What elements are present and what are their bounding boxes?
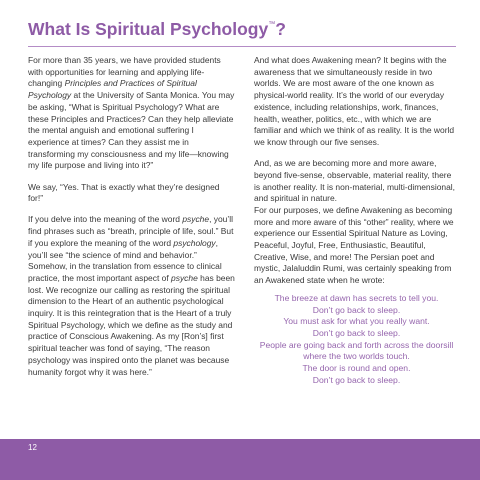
left-p3-emphasis-1: psyche: [182, 214, 210, 225]
left-p1-text-b: at the University of Santa Monica. You may be asking, “What is Spiritual Psychology? What are these Principles and Practices? Can they help alleviate the mental anguish and emotional suffering I experience at times? Can they assist me in transforming my consciousness and my life—knowing my life purpose and living into it?”: [28, 90, 235, 171]
poem-line: where the two worlds touch.: [303, 351, 410, 362]
title-divider: [28, 46, 456, 47]
left-p3-text-b: , you’ll find phrases such as “breath, principle of life, soul.” But if you explore the meaning of the word: [28, 214, 234, 248]
left-p1-emphasis: Principles and Practices of Spiritual Psychology: [28, 78, 197, 101]
page-title: [28, 19, 286, 40]
poem-line: Don’t go back to sleep.: [312, 304, 401, 315]
left-p3-text-d: has been lost. We recognize our calling as restoring the spiritual dimension to the Heart of an authentic psychological inquiry. It is this reintegration that is the Heart of a truly Spiritual Psychology, which we define as the study and practice of Conscious Awakening. As my [Ron’s] first spiritual teacher was fond of saying, “The reason psychology was inspired onto the planet was because humanity forgot why it was here.”: [28, 272, 235, 377]
page-number: 12: [28, 443, 37, 452]
trademark-symbol: ™: [268, 21, 276, 28]
right-column: [254, 55, 459, 386]
left-p1-text-a: For more than 35 years, we have provided students with opportunities for learning and applying life-changing: [28, 55, 221, 89]
right-paragraph-1: And what does Awakening mean? It begins with the awareness that we simultaneously reside in two worlds. We are most aware of the one known as physical-world reality. It’s the world of our everyday existence, including relationships, work, finances, health, weather, politics, etc., with which we are familiar and which we think of as reality. It is the world we know through our five senses.: [254, 55, 455, 147]
poem-line: People are going back and forth across the doorsill: [259, 339, 454, 350]
rumi-poem: [254, 293, 459, 387]
left-paragraph-2: We say, “Yes. That is exactly what they’re designed for!”: [28, 181, 220, 204]
left-column: [28, 55, 235, 388]
poem-line: The breeze at dawn has secrets to tell you.: [274, 292, 439, 303]
poem-line: You must ask for what you really want.: [283, 316, 430, 327]
poem-line: The door is round and open.: [302, 363, 411, 374]
poem-line: Don’t go back to sleep.: [312, 374, 401, 385]
left-p3-emphasis-2: psychology: [173, 237, 216, 248]
poem-line: Don’t go back to sleep.: [312, 327, 401, 338]
left-p3-text-c: , you’ll see “the science of mind and behavior.” Somehow, in the translation from essence to clinical practice, the most important aspect of: [28, 237, 222, 283]
title-text: What Is Spiritual Psychology: [28, 19, 269, 39]
footer-bar: [0, 439, 480, 480]
left-paragraph-3: [28, 214, 235, 378]
left-paragraph-1: [28, 55, 235, 172]
left-p3-text-a: If you delve into the meaning of the word: [28, 214, 183, 225]
left-p3-emphasis-3: psyche: [171, 272, 198, 283]
right-paragraph-2a: And, as we are becoming more and more aware, beyond five-sense, observable, material reality, there is another reality. It is non-material, multi-dimensional, and spiritual in nature.: [254, 158, 456, 204]
title-question-mark: ?: [275, 19, 286, 39]
right-paragraph-2b: For our purposes, we define Awakening as becoming more and more aware of this “other” reality, where we experience our Essential Spiritual Nature as Loving, Peaceful, Joyful, Free, Enthusiastic, Beautiful, Creative, Wise, and more! The Persian poet and mystic, Jalaluddin Rumi, was certainly speaking from an Awakened state when he wrote:: [254, 204, 454, 286]
